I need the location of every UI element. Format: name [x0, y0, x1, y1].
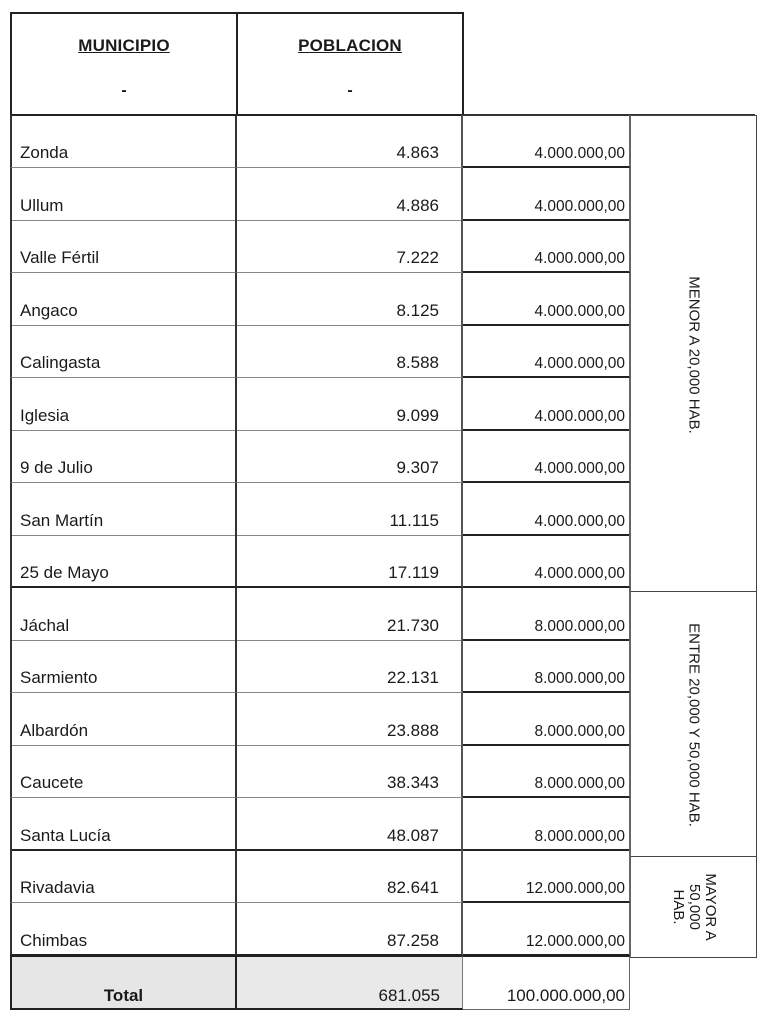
header-poblacion-cell [236, 12, 464, 116]
poblacion-cell: 8.125 [237, 273, 463, 326]
group-entre-20000-50000 [630, 591, 757, 859]
total-poblacion: 681.055 [237, 955, 463, 1010]
poblacion-cell: 4.886 [237, 168, 463, 221]
monto-cell: 8.000.000,00 [463, 745, 630, 798]
municipio-cell: Angaco [10, 273, 237, 326]
poblacion-cell: 22.131 [237, 640, 463, 693]
table-row [10, 588, 630, 641]
monto-cell: 8.000.000,00 [463, 640, 630, 693]
poblacion-cell: 23.888 [237, 693, 463, 746]
total-monto: 100.000.000,00 [463, 955, 630, 1010]
municipio-cell: San Martín [10, 483, 237, 536]
municipio-cell: Albardón [10, 693, 237, 746]
monto-cell: 8.000.000,00 [463, 693, 630, 746]
monto-cell: 12.000.000,00 [463, 903, 630, 956]
municipio-cell: Rivadavia [10, 850, 237, 903]
monto-cell: 8.000.000,00 [463, 588, 630, 641]
table-row [10, 745, 630, 798]
municipio-cell: Sarmiento [10, 640, 237, 693]
monto-cell: 4.000.000,00 [463, 535, 630, 588]
poblacion-cell: 17.119 [237, 535, 463, 588]
column-header-poblacion: POBLACION [298, 36, 402, 55]
monto-cell: 4.000.000,00 [463, 483, 630, 536]
header-poblacion-dash: - [347, 82, 353, 99]
total-label: Total [10, 955, 237, 1010]
group-label-menor: MENOR A 20,000 HAB. [685, 275, 702, 434]
group-label-mayor-line1: MAYOR A [701, 873, 719, 941]
municipio-cell: Calingasta [10, 325, 237, 378]
table-row [10, 798, 630, 851]
poblacion-cell: 8.588 [237, 325, 463, 378]
table-row [10, 693, 630, 746]
group-label-entre: ENTRE 20,000 Y 50,000 HAB. [685, 623, 702, 827]
municipio-cell: 9 de Julio [10, 430, 237, 483]
monto-cell: 8.000.000,00 [463, 798, 630, 851]
poblacion-cell: 9.099 [237, 378, 463, 431]
poblacion-cell: 4.863 [237, 115, 463, 168]
poblacion-cell: 82.641 [237, 850, 463, 903]
monto-cell: 4.000.000,00 [463, 168, 630, 221]
monto-cell: 4.000.000,00 [463, 220, 630, 273]
monto-cell: 4.000.000,00 [463, 430, 630, 483]
group-label-mayor-line3: HAB. [669, 889, 687, 925]
municipio-cell: 25 de Mayo [10, 535, 237, 588]
column-header-municipio: MUNICIPIO [78, 36, 170, 55]
table-row [10, 640, 630, 693]
monto-cell: 12.000.000,00 [463, 850, 630, 903]
header-municipio-dash: - [121, 82, 127, 99]
table-row [10, 168, 630, 221]
table-row [10, 903, 630, 956]
municipio-cell: Jáchal [10, 588, 237, 641]
table-row [10, 430, 630, 483]
table-row [10, 220, 630, 273]
table-row [10, 325, 630, 378]
table-row [10, 483, 630, 536]
municipio-cell: Zonda [10, 115, 237, 168]
poblacion-cell: 7.222 [237, 220, 463, 273]
poblacion-cell: 11.115 [237, 483, 463, 536]
table-row [10, 378, 630, 431]
table-row [10, 273, 630, 326]
monto-cell: 4.000.000,00 [463, 273, 630, 326]
monto-cell: 4.000.000,00 [463, 115, 630, 168]
poblacion-cell: 21.730 [237, 588, 463, 641]
poblacion-cell: 87.258 [237, 903, 463, 956]
municipio-cell: Caucete [10, 745, 237, 798]
group-mayor-50000 [630, 856, 757, 958]
poblacion-cell: 9.307 [237, 430, 463, 483]
poblacion-cell: 38.343 [237, 745, 463, 798]
municipio-cell: Ullum [10, 168, 237, 221]
table-row [10, 850, 630, 903]
monto-cell: 4.000.000,00 [463, 325, 630, 378]
group-label-mayor [670, 873, 718, 940]
poblacion-cell: 48.087 [237, 798, 463, 851]
header-municipio-cell [10, 12, 238, 116]
municipio-cell: Chimbas [10, 903, 237, 956]
monto-cell: 4.000.000,00 [463, 378, 630, 431]
municipio-cell: Santa Lucía [10, 798, 237, 851]
table-row [10, 535, 630, 588]
municipio-cell: Valle Fértil [10, 220, 237, 273]
municipio-cell: Iglesia [10, 378, 237, 431]
table-row [10, 115, 630, 168]
group-label-mayor-line2: 50,000 [685, 884, 703, 930]
group-menor-20000 [630, 115, 757, 594]
